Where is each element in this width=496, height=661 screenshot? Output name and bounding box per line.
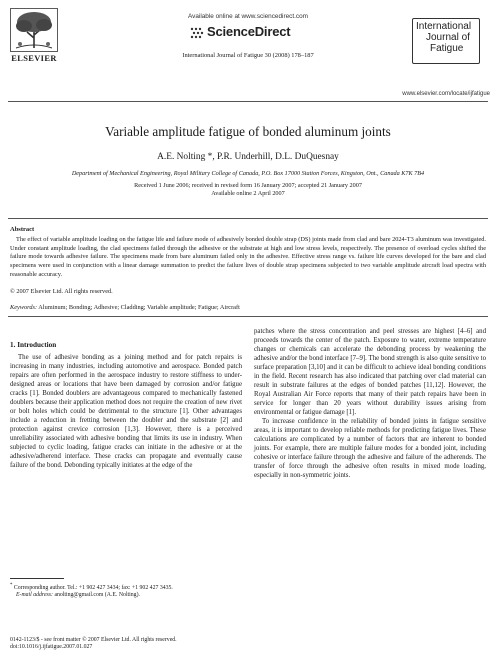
abstract-top-rule xyxy=(8,218,488,219)
intro-paragraph: patches where the stress concentration and peel stresses are highest [4–6] and proceeds towards the center of the patch. Exposure to water, extreme temperature changes or chemicals can accelerate the debonding process by weakening the adhesive and/or the bond interface [7–9]. The bond strength is also quite sensitive to surface preparation [3,10] and it can be difficult to achieve ideal bonding conditions in the field. Recent research has also indicated that patching over clad material can result in substrate failures at the edges of bonded patches [11,12]. However, the Royal Australian Air Force reports that many of their patch repairs have been in service for longer than 20 years without durability issues arising from environmental or fatigue damage [1]. xyxy=(254,328,486,416)
footnote-contact: Corresponding author. Tel.: +1 902 427 3434; fax: +1 902 427 3435. xyxy=(13,584,173,591)
intro-paragraph: To increase confidence in the reliability of bonded joints in fatigue sensitive areas, it is important to develop reliable methods for predicting fatigue lives. These calculations are complicated by a number of factors that are inherent to bonded joints. For example, there are multiple failure modes for a bonded joint, including cohesive or interface failure through the adhesive and failure of the adherends. The transfer of force through the adhesive often results in mixed mode loading, especially in non-symmetric joints. xyxy=(254,418,486,479)
journal-logo xyxy=(406,18,488,68)
sciencedirect-dots-icon xyxy=(190,27,204,39)
abstract-text: The effect of variable amplitude loading on the fatigue life and failure mode of adhesively bonded double strap (DS) joints made from clad and bare 2024-T3 aluminum was investigated. Under constant amplitude loading, the clad specimens failed through the adhesive or the substrate at high and low stress levels, respectively. The presence of overload cycles shifted the failure mode towards adhesive failure. The specimens made from bare aluminum failed only in the adhesive. Effective stress range vs. failure life curves developed for the bare and clad specimens were used in conjunction with a linear damage summation to predict the failure lives of double strap specimens subjected to two variable amplitude aircraft load spectra with reasonable accuracy. xyxy=(10,236,486,278)
issn-doi xyxy=(10,637,250,652)
available-online-link[interactable]: Available online at www.sciencedirect.com xyxy=(188,13,308,20)
article-dates xyxy=(0,182,496,199)
keywords xyxy=(10,304,240,311)
journal-logo-line-3: Fatigue xyxy=(430,43,464,54)
keywords-label: Keywords: xyxy=(10,304,38,311)
email-label: E-mail address: xyxy=(16,592,53,599)
available-date: Available online 2 April 2007 xyxy=(211,190,285,198)
article-authors[interactable]: A.E. Nolting *, P.R. Underhill, D.L. DuQuesnay xyxy=(157,152,339,162)
publisher-name: ELSEVIER xyxy=(11,54,57,63)
sciencedirect-wordmark: ScienceDirect xyxy=(207,24,291,39)
article-title: Variable amplitude fatigue of bonded aluminum joints xyxy=(105,124,391,139)
received-dates: Received 1 June 2006; received in revised form 16 January 2007; accepted 21 January 2007 xyxy=(134,182,362,189)
journal-logo-line-1: International xyxy=(416,21,472,32)
journal-reference: International Journal of Fatigue 30 (2008) 178–187 xyxy=(182,52,314,59)
section-heading: 1. Introduction xyxy=(10,341,57,349)
doi-link[interactable]: doi:10.1016/j.ijfatigue.2007.01.027 xyxy=(10,644,93,651)
email-link[interactable]: anolting@gmail.com (A.E. Nolting). xyxy=(54,592,140,599)
footnote-rule xyxy=(10,578,64,579)
journal-logo-line-2: Journal of xyxy=(426,32,470,43)
sciencedirect-logo[interactable] xyxy=(190,24,320,42)
header-rule xyxy=(8,101,488,102)
corresponding-author-footnote xyxy=(10,582,242,600)
abstract-heading: Abstract xyxy=(10,226,35,233)
column-left xyxy=(10,353,242,470)
footnote-marker: * xyxy=(10,583,13,588)
intro-paragraph: The use of adhesive bonding as a joining method and for patch repairs is increasing in many industries, including automotive and aerospace. Bonded patch repairs are often performed in the aerospace industry to restore stiffness to under-designed areas or locations that have been damaged by corrosion and/or fatigue cracks [1]. Bonded doublers are advantageous compared to mechanically fastened doublers because their application method does not require the creation of new rivet or bolt holes which could be detrimental to the structure [1]. Other advantages include a reduction in fretting between the doubler and the substrate [2] and protection against crevice corrosion [1,3]. However, there is a perceived unreliability associated with adhesive bonding that limits its use in industry. When subjected to cyclic loading, fatigue cracks can initiate in the adhesive or at the adhesive/adherend interface. These cracks can propagate and eventually cause failure of the bond. Debonding typically initiates at the edge of the xyxy=(10,354,242,469)
author-affiliation: Department of Mechanical Engineering, Royal Military College of Canada, P.O. Box 17000 Station Forces, Kingston, Ont., Canada K7K 7B4 xyxy=(71,170,425,177)
keywords-list: Aluminum; Bonding; Adhesive; Cladding; Variable amplitude; Fatigue; Aircraft xyxy=(38,304,240,311)
journal-url-link[interactable]: www.elsevier.com/locate/ijfatigue xyxy=(402,91,490,97)
abstract-bottom-rule xyxy=(8,316,488,317)
issn-line: 0142-1123/$ - see front matter © 2007 Elsevier Ltd. All rights reserved. xyxy=(10,637,177,643)
column-right xyxy=(254,327,486,480)
abstract-copyright: © 2007 Elsevier Ltd. All rights reserved. xyxy=(10,288,113,295)
